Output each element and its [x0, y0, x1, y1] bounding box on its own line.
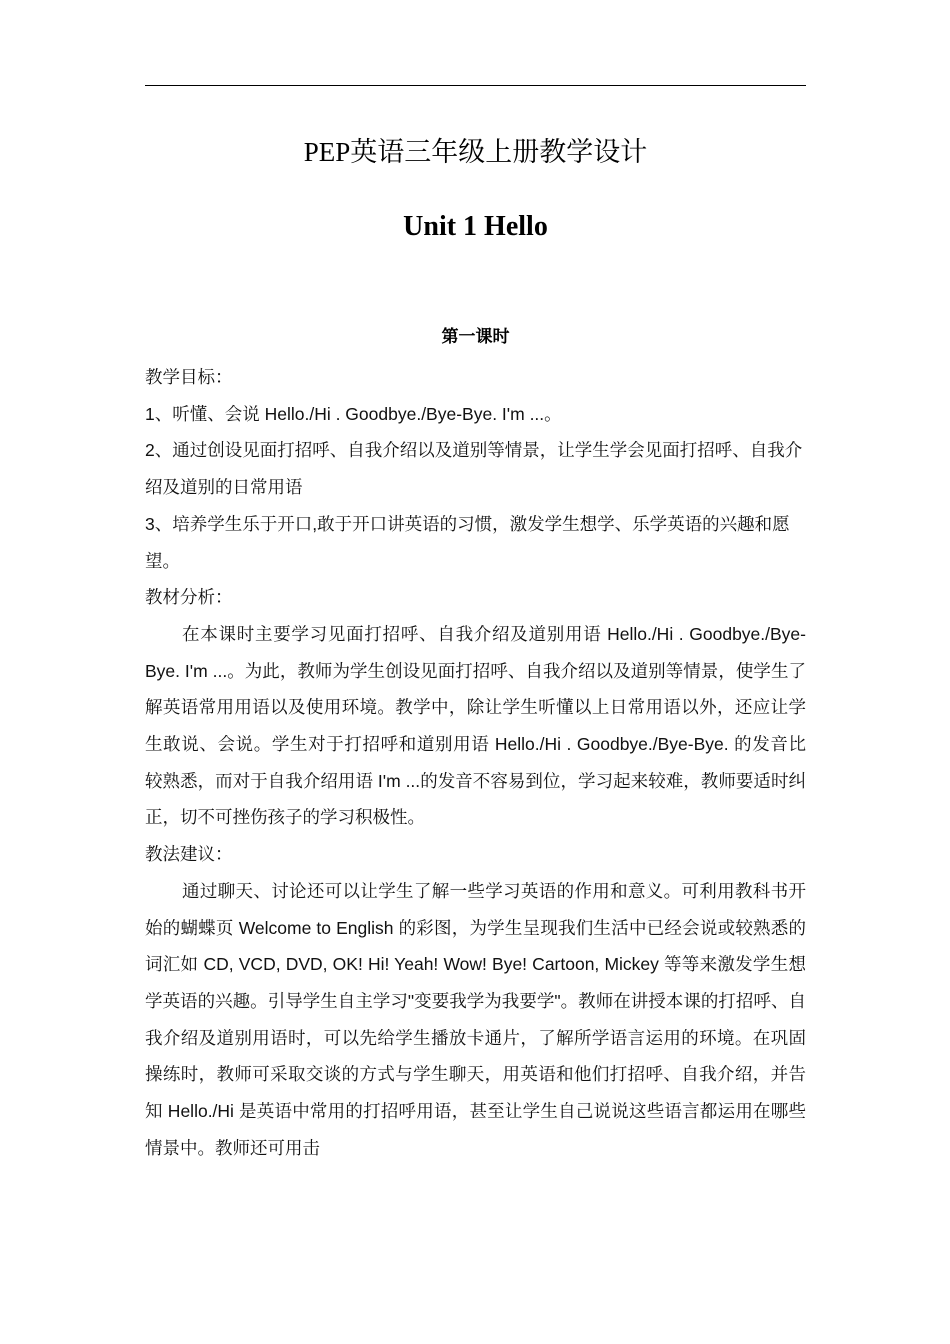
method-heading: 教法建议：	[145, 844, 233, 865]
document-title: PEP英语三年级上册教学设计	[303, 137, 648, 167]
objective-item-3: 3、培养学生乐于开口,敢于开口讲英语的习惯，激发学生想学、乐学英语的兴趣和愿望。	[145, 513, 790, 571]
objective-item-2: 2、通过创设见面打招呼、自我介绍以及道别等情景，让学生学会见面打招呼、自我介绍及道别的日常用语	[145, 440, 803, 498]
document-body	[145, 359, 806, 1166]
analysis-heading: 教材分析：	[145, 587, 233, 608]
method-paragraph: 通过聊天、讨论还可以让学生了解一些学习英语的作用和意义。可利用教科书开始的蝴蝶页 Welcome to English 的彩图，为学生呈现我们生活中已经会说或较熟悉的词汇如 CD, VCD, DVD, OK! Hi! Yeah! Wow! Bye! Cartoon, Mickey 等等来激发学生想学英语的兴趣。引导学生自主学习"变要我学为我要学"。教师在讲授本课的打招呼、自我介绍及道别用语时，可以先给学生播放卡通片，了解所学语言运用的环境。在巩固操练时，教师可采取交谈的方式与学生聊天，用英语和他们打招呼、自我介绍，并告知 Hello./Hi 是英语中常用的打招呼用语，甚至让学生自己说说这些语言都运用在哪些情景中。教师还可用击	[145, 880, 806, 1158]
objective-item-1: 1、听懂、会说 Hello./Hi . Goodbye./Bye-Bye. I'm ...。	[145, 403, 562, 424]
header-rule	[145, 85, 806, 86]
analysis-paragraph: 在本课时主要学习见面打招呼、自我介绍及道别用语 Hello./Hi . Goodbye./Bye-Bye. I'm ...。为此，教师为学生创设见面打招呼、自我介绍以及道别等情景，使学生了解英语常用用语以及使用环境。教学中，除让学生听懂以上日常用语以外，还应让学生敢说、会说。学生对于打招呼和道别用语 Hello./Hi . Goodbye./Bye-Bye. 的发音比较熟悉，而对于自我介绍用语 I'm ...的发音不容易到位，学习起来较难，教师要适时纠正，切不可挫伤孩子的学习积极性。	[145, 623, 806, 828]
unit-title: Unit 1 Hello	[403, 211, 548, 242]
objectives-heading: 教学目标：	[145, 367, 233, 387]
lesson-heading: 第一课时	[441, 327, 510, 346]
document-page	[145, 0, 806, 1344]
